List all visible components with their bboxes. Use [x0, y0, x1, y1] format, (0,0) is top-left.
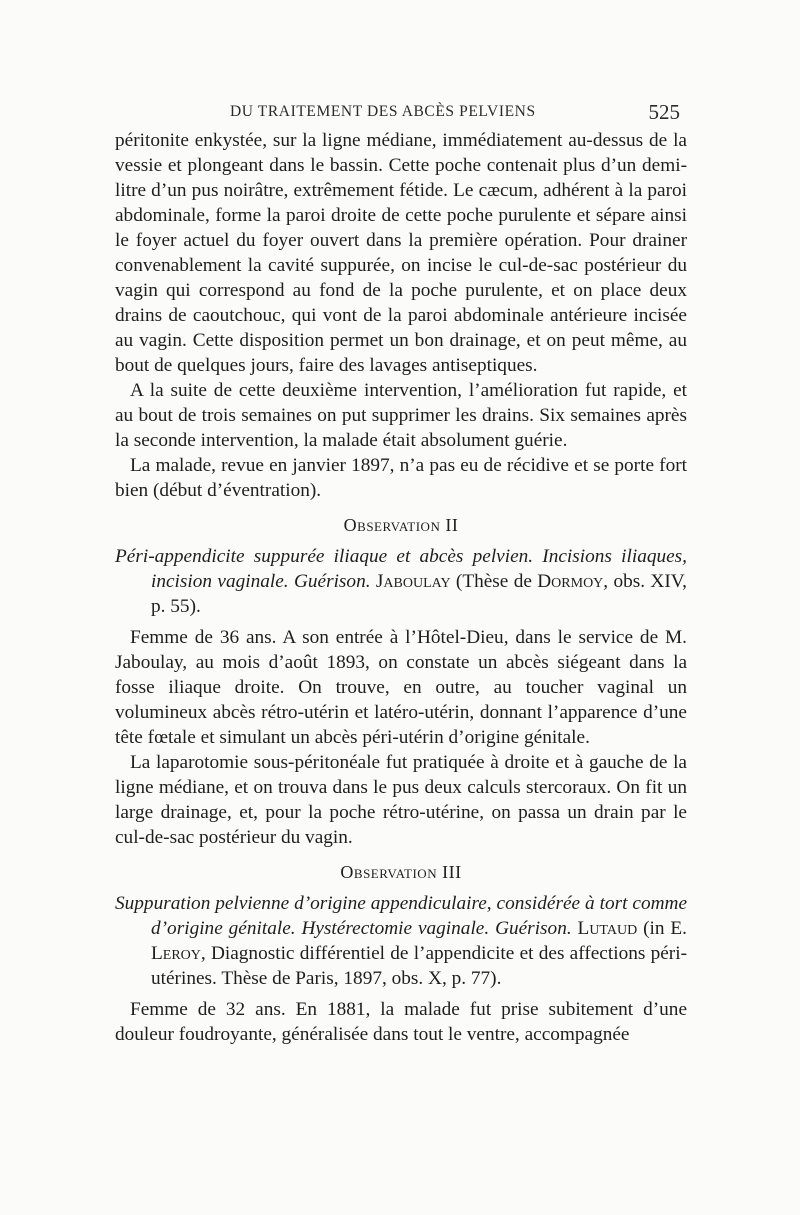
- observation-2-title-italic: Péri-appendicite suppurée iliaque et abcès pelvien. Incisions iliaques, incision vaginale. Guérison.: [115, 546, 687, 592]
- body-text: [115, 128, 687, 1047]
- observation-3-paragraph-1: Femme de 32 ans. En 1881, la malade fut prise subitement d’une douleur foudroyante, généralisée dans tout le ventre, accompagnée: [115, 999, 687, 1045]
- observation-2-paragraph-1: Femme de 36 ans. A son entrée à l’Hôtel-Dieu, dans le service de M. Jaboulay, au mois d’août 1893, on constate un abcès siégeant dans la fosse iliaque droite. On trouve, en outre, au toucher vaginal un volumineux abcès rétro-utérin et latéro-utérin, donnant l’apparence d’une tête fœtale et simulant un abcès péri-utérin d’origine génitale.: [115, 627, 687, 748]
- paragraph-continued: péritonite enkystée, sur la ligne médiane, immédiatement au-dessus de la vessie et plongeant dans le bassin. Cette poche contenait plus d’un demi-litre d’un pus noirâtre, extrêmement fétide. Le cæcum, adhérent à la paroi abdominale, forme la paroi droite de cette poche purulente et sépare ainsi le foyer actuel du foyer ouvert dans la première opération. Pour drainer convenablement la cavité suppurée, on incise le cul-de-sac postérieur du vagin qui correspond au fond de la poche purulente, et on place deux drains de caoutchouc, qui vont de la paroi abdominale antérieure incisée au vagin. Cette disposition permet un bon drainage, et on peut même, au bout de quelques jours, faire des lavages antiseptiques.: [115, 130, 687, 376]
- observation-3-title: [115, 891, 687, 991]
- observation-2-heading: Observation II: [343, 515, 459, 535]
- observation-2-title: [115, 544, 687, 619]
- observation-2-author: Jaboulay: [375, 571, 451, 592]
- observation-2-ref-open: (Thèse de: [450, 571, 538, 592]
- observation-3-title-italic: Suppuration pelvienne d’origine appendiculaire, considérée à tort comme d’origine génitale. Hystérectomie vaginale. Guérison.: [115, 893, 687, 939]
- page-number: 525: [648, 100, 680, 124]
- observation-3-ref-name: Leroy: [151, 943, 201, 964]
- observation-3-heading: Observation III: [340, 862, 462, 882]
- observation-2-ref-name: Dormoy: [537, 571, 604, 592]
- running-title: DU TRAITEMENT DES ABCÈS PELVIENS: [230, 103, 536, 120]
- paragraph-followup: La malade, revue en janvier 1897, n’a pas eu de récidive et se porte fort bien (début d’éventration).: [115, 455, 687, 501]
- observation-3-ref-close: , Diagnostic différentiel de l’appendicite et des affections péri-utérines. Thèse de Paris, 1897, obs. X, p. 77).: [151, 943, 687, 989]
- page-header: [230, 100, 680, 124]
- observation-3-ref-open: (in E.: [637, 918, 687, 939]
- observation-2-ref-close: , obs. XIV, p. 55).: [151, 571, 688, 617]
- observation-3-author: Lutaud: [577, 918, 638, 939]
- observation-2-paragraph-2: La laparotomie sous-péritonéale fut pratiquée à droite et à gauche de la ligne médiane, et on trouva dans le pus deux calculs stercoraux. On fit un large drainage, et, pour la poche rétro-utérine, on passa un drain par le cul-de-sac postérieur du vagin.: [115, 752, 687, 848]
- paragraph-improvement: A la suite de cette deuxième intervention, l’amélioration fut rapide, et au bout de trois semaines on put supprimer les drains. Six semaines après la seconde intervention, la malade était absolument guérie.: [115, 380, 687, 451]
